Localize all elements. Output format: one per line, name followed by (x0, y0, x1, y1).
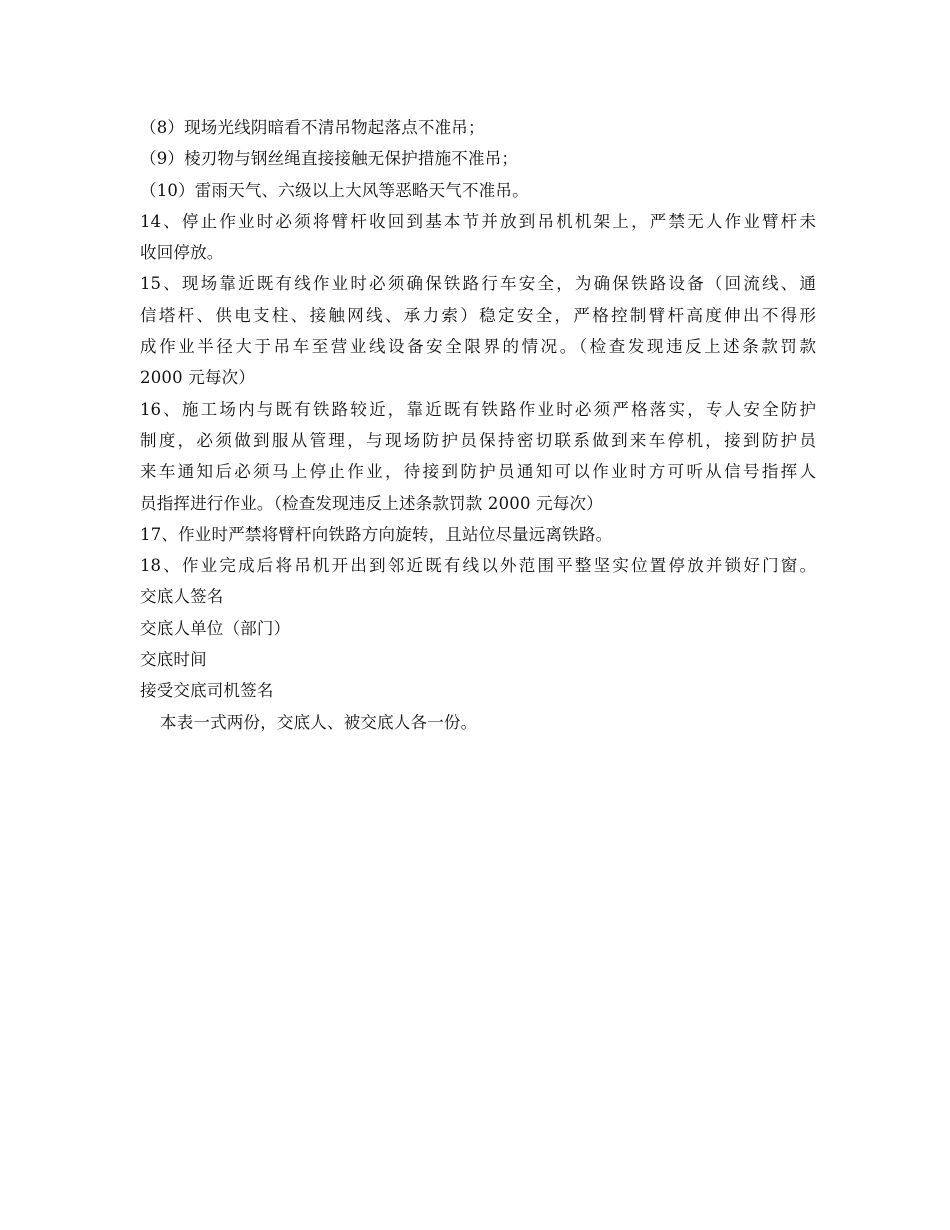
rule-line: 信塔杆、供电支柱、接触网线、承力索）稳定安全，严格控制臂杆高度伸出不得形 (140, 305, 816, 325)
rule-line: （10）雷雨天气、六级以上大风等恶略天气不准吊。 (140, 180, 529, 200)
rule-line: （8）现场光线阴暗看不清吊物起落点不准吊； (140, 118, 485, 137)
rule-line: 制度，必须做到服从管理，与现场防护员保持密切联系做到来车停机，接到防护员 (140, 430, 816, 450)
presenter-unit-label: 交底人单位（部门） (140, 618, 291, 638)
rule-line: 14、停止作业时必须将臂杆收回到基本节并放到吊机机架上，严禁无人作业臂杆未 (140, 211, 816, 231)
document-body (140, 112, 816, 738)
signature-section (140, 581, 816, 706)
rule-line: 成作业半径大于吊车至营业线设备安全限界的情况。（检查发现违反上述条款罚款 (140, 337, 816, 357)
footnote: 本表一式两份，交底人、被交底人各一份。 (160, 712, 478, 732)
rule-line: 来车通知后必须马上停止作业，待接到防护员通知可以作业时方可听从信号指挥人 (140, 462, 816, 482)
rules-list (140, 112, 816, 581)
rule-line: 17、作业时严禁将臂杆向铁路方向旋转，且站位尽量远离铁路。 (140, 524, 613, 544)
presenter-sign-label: 交底人签名 (140, 587, 224, 607)
rule-line: 员指挥进行作业。（检查发现违反上述条款罚款 2000 元每次） (140, 493, 603, 513)
presentation-time-label: 交底时间 (140, 650, 207, 670)
driver-sign-label: 接受交底司机签名 (140, 681, 274, 701)
rule-line: 16、施工场内与既有铁路较近，靠近既有铁路作业时必须严格落实，专人安全防护 (140, 399, 816, 419)
rule-line: 18、作业完成后将吊机开出到邻近既有线以外范围平整坚实位置停放并锁好门窗。 (140, 556, 816, 576)
rule-line: （9）棱刃物与钢丝绳直接接触无保护措施不准吊； (140, 149, 519, 169)
rule-line: 收回停放。 (140, 243, 224, 263)
rule-line: 15、现场靠近既有线作业时必须确保铁路行车安全，为确保铁路设备（回流线、通 (140, 274, 816, 294)
rule-line: 2000 元每次） (140, 368, 256, 388)
